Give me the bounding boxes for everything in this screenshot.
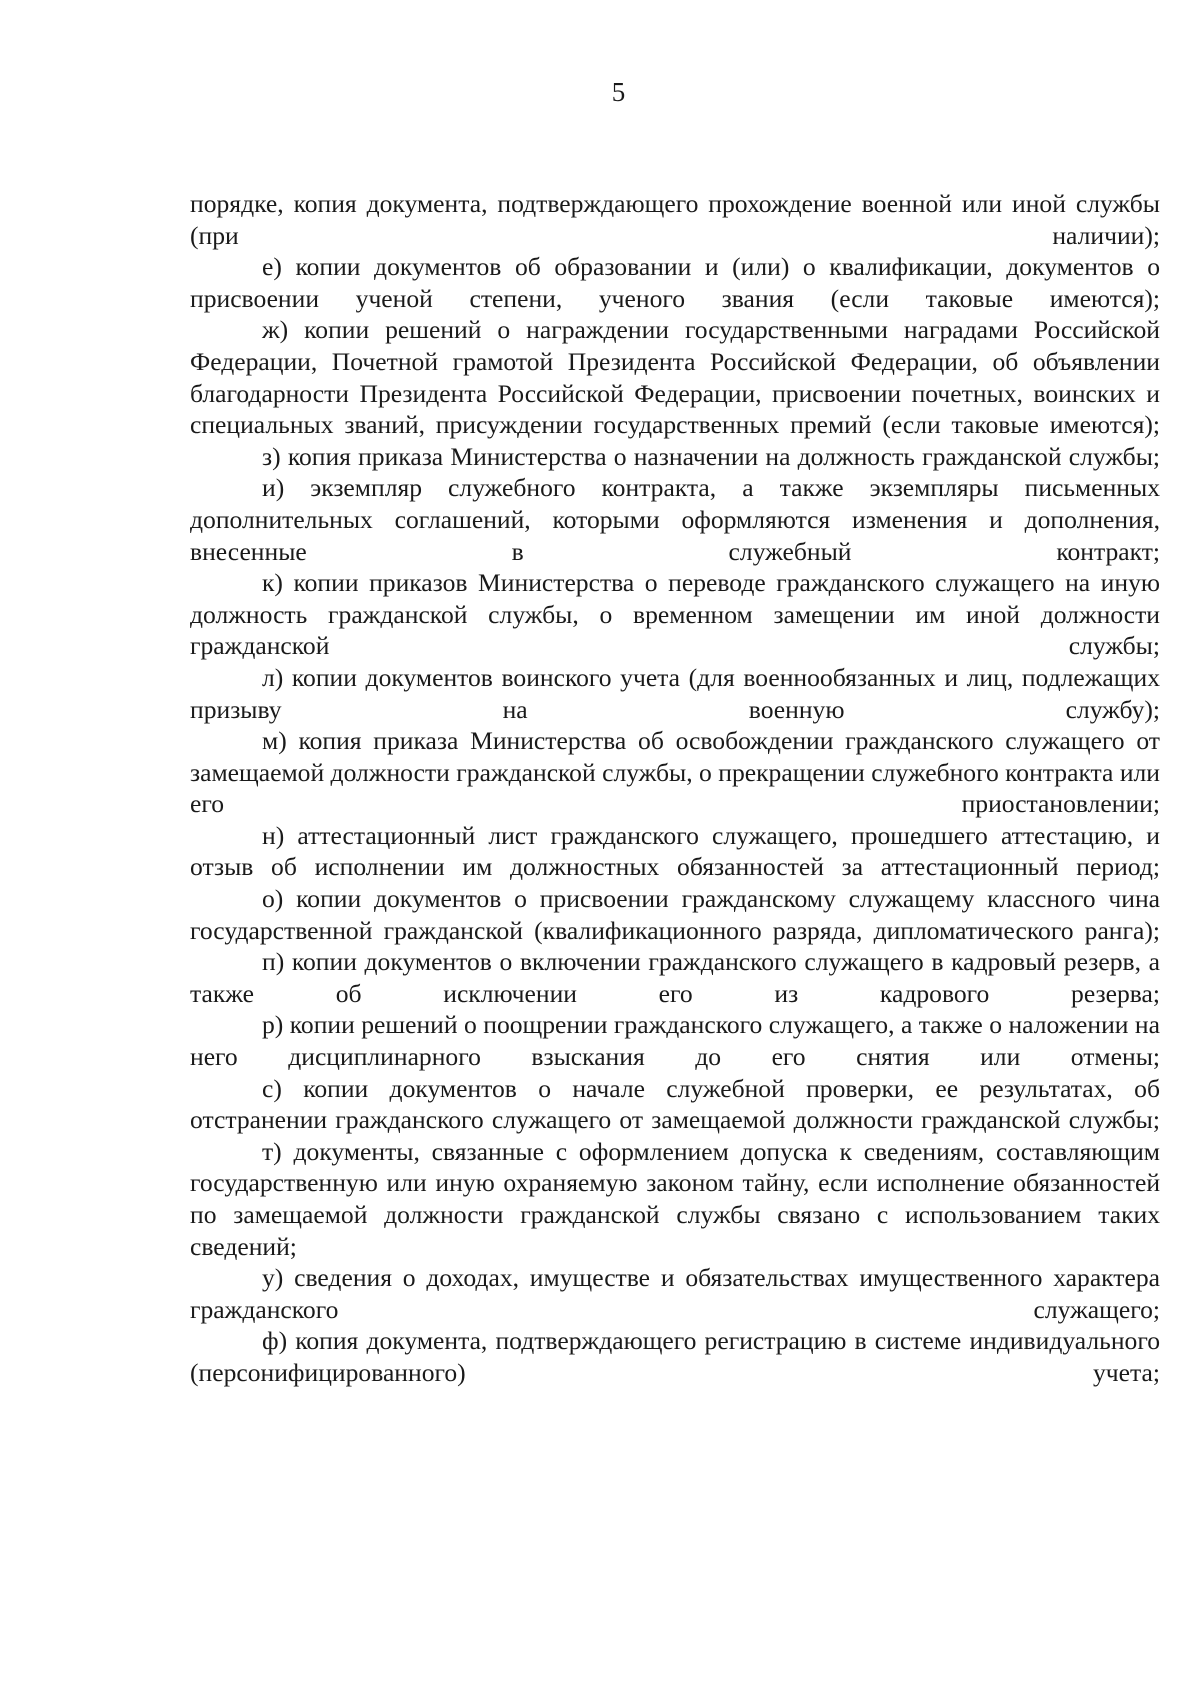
text-line: характера гражданского служащего;: [190, 1263, 1160, 1324]
text-line: службы;: [1068, 441, 1160, 471]
text-line: порядке, копия документа, подтверждающего прохождение военной или иной: [190, 189, 1066, 218]
list-item-f: [190, 1325, 1160, 1388]
list-item-s: [190, 1073, 1160, 1136]
text-line: резерв, а также об исключении его из кадрового резерва;: [190, 947, 1160, 1008]
text-line: дополнения, внесенные в служебный контракт;: [190, 504, 1160, 566]
text-line: у) сведения о доходах, имуществе и обязательствах имущественного: [262, 1263, 1043, 1293]
text-line: Российской Федерации, Почетной грамотой Президента Российской: [190, 315, 1160, 376]
text-line: ж) копии решений о награждении государственными наградами: [262, 315, 1018, 345]
text-line: дипломатического ранга);: [873, 915, 1160, 945]
text-line: з) копия приказа Министерства о назначении на должность гражданской: [262, 441, 1062, 471]
text-line: подлежащих призыву на военную службу);: [190, 662, 1160, 724]
list-item-e: [190, 251, 1160, 314]
list-item-o: [190, 883, 1160, 946]
text-line: иную должность гражданской службы, о временном замещении им иной: [190, 568, 1160, 629]
list-item-k: [190, 567, 1160, 662]
text-line: индивидуального (персонифицированного) учета;: [190, 1326, 1160, 1387]
text-line: н) аттестационный лист гражданского служащего, прошедшего: [262, 820, 988, 850]
list-item-i: [190, 472, 1160, 567]
text-line: за аттестационный период;: [841, 852, 1160, 882]
text-line: государственных премий (если таковые имеются);: [593, 410, 1161, 440]
text-line: службы (при наличии);: [190, 189, 1160, 250]
text-line: о) копии документов о присвоении гражданскому служащему классного: [262, 884, 1096, 914]
page-number: 5: [611, 77, 626, 107]
text-line: исполнение обязанностей по замещаемой должности гражданской службы: [190, 1168, 1161, 1229]
list-item-t: [190, 1136, 1160, 1262]
paragraph-continuation: [190, 188, 1160, 251]
text-line: составляющим государственную или иную охраняемую законом тайну, если: [190, 1136, 1160, 1198]
document-body: [190, 188, 1160, 1389]
text-line: об отстранении гражданского служащего от замещаемой должности: [190, 1073, 1160, 1135]
text-line: гражданской службы;: [921, 1105, 1160, 1135]
text-line: л) копии документов воинского учета (для военнообязанных и лиц,: [262, 662, 1014, 692]
text-line: служебного контракта или его приостановлении;: [190, 757, 1160, 819]
text-line: и) экземпляр служебного контракта, а также экземпляры письменных: [262, 473, 1160, 503]
list-item-u: [190, 1262, 1160, 1325]
list-item-m: [190, 725, 1160, 820]
text-line: к) копии приказов Министерства о переводе гражданского служащего на: [262, 568, 1091, 598]
text-line: т) документы, связанные с оформлением допуска к сведениям,: [262, 1136, 985, 1166]
text-line: аттестацию, и отзыв об исполнении им должностных обязанностей: [190, 820, 1160, 882]
text-line: м) копия приказа Министерства об освобождении гражданского: [262, 726, 994, 756]
text-line: чина государственной гражданской (квалификационного разряда,: [190, 884, 1160, 945]
text-line: должности гражданской службы;: [190, 599, 1160, 661]
list-item-zh: [190, 314, 1160, 440]
text-line: р) копии решений о поощрении гражданского служащего, а также: [262, 1010, 983, 1040]
list-item-n: [190, 820, 1160, 883]
text-line: связано с использованием таких сведений;: [190, 1200, 1160, 1261]
text-line: дополнительных соглашений, которыми оформляются изменения и: [190, 504, 1003, 534]
list-item-z: [190, 441, 1160, 473]
list-item-p: [190, 946, 1160, 1009]
text-line: п) копии документов о включении гражданского служащего в кадровый: [262, 947, 1057, 977]
list-item-l: [190, 662, 1160, 725]
text-line: с) копии документов о начале служебной проверки, ее результатах,: [262, 1073, 1113, 1103]
text-line: е) копии документов об образовании и (или) о квалификации, документов: [262, 252, 1134, 282]
list-item-r: [190, 1009, 1160, 1072]
text-line: присвоении почетных, воинских и специальных званий, присуждении: [190, 378, 1160, 440]
text-line: о присвоении ученой степени, ученого звания (если таковые имеются);: [190, 252, 1160, 313]
text-line: о наложении на него дисциплинарного взыскания до его снятия или отмены;: [190, 1010, 1160, 1072]
text-line: служащего от замещаемой должности гражданской службы, о прекращении: [190, 726, 1160, 787]
text-line: ф) копия документа, подтверждающего регистрацию в системе: [262, 1326, 962, 1356]
text-line: Федерации, об объявлении благодарности Президента Российской Федерации,: [190, 346, 1160, 408]
